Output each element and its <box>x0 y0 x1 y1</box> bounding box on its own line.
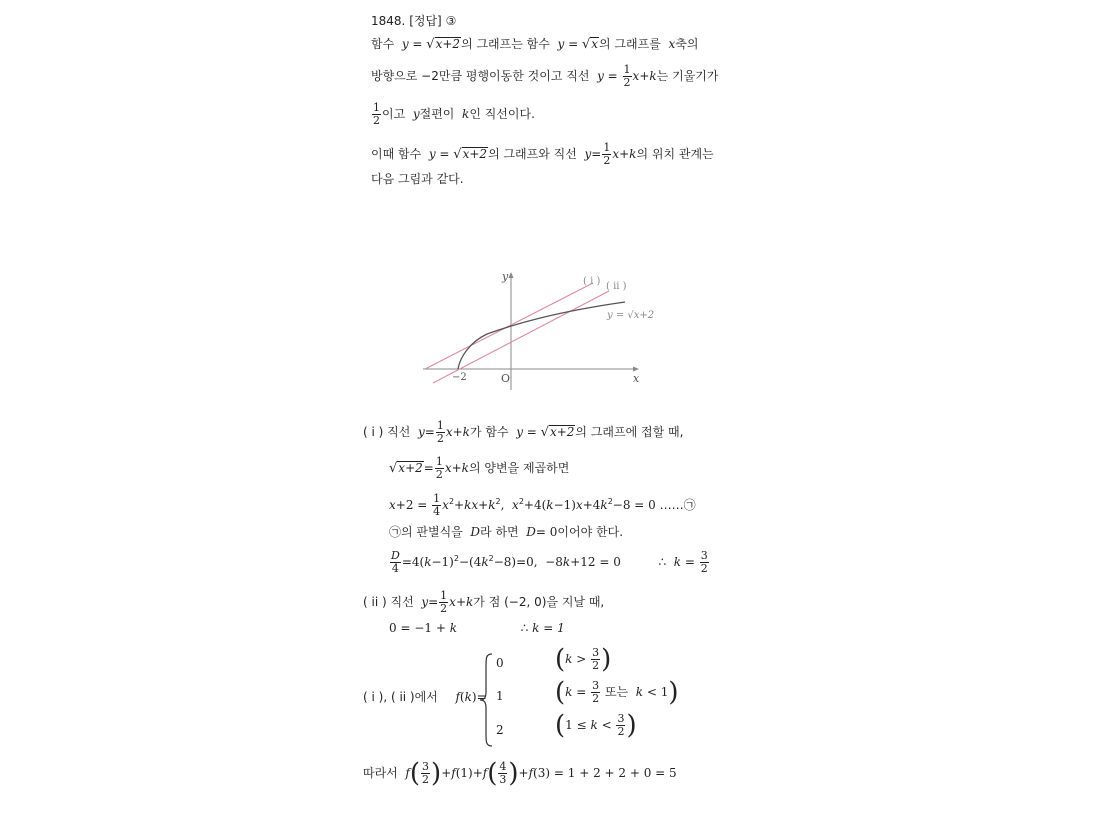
sqrt-curve <box>458 302 625 369</box>
fraction-half: $\frac{1}{2}$ <box>373 101 380 127</box>
text: 는 기울기가 <box>656 69 719 83</box>
piecewise-value-2: 2 <box>496 723 504 737</box>
text: 축의 <box>675 37 699 51</box>
case-i-line-2: √x+2= $\frac{1}{2}$ x+k의 양변을 제곱하면 <box>389 455 570 481</box>
piecewise-condition-0: (k > $\frac{3}{2}$ ) <box>555 644 612 675</box>
piecewise-prefix: ( i ), ( ii )에서 f(k)= <box>363 690 487 704</box>
text: 라 하면 <box>480 525 519 539</box>
case-label: ( ii ) <box>363 595 387 609</box>
case-i-equation: x+2 = $\frac{1}{4}$ $x^2+kx+k^2$, $x^2+4(k-1)x+4k^2-8 = 0$ ……㉠ <box>389 492 696 518</box>
text: 인 직선이다. <box>469 107 535 121</box>
text: 이어야 한다. <box>557 525 624 539</box>
answer-mark: ③ <box>445 14 457 28</box>
case-ii-line-2: 0 = −1 + k ∴ k = 1 <box>389 621 565 635</box>
piecewise-condition-1: (k = $\frac{3}{2}$ 또는 k < 1) <box>555 677 679 708</box>
text: 의 그래프는 함수 <box>461 37 550 51</box>
text: 의 그래프와 직선 <box>488 147 577 161</box>
text: 가 함수 <box>469 425 509 439</box>
text: 이때 함수 <box>371 147 422 161</box>
case-label: ( i ) <box>363 425 384 439</box>
text: 따라서 <box>363 766 398 780</box>
fraction-half: $\frac{1}{2}$ <box>623 63 631 89</box>
curve-label: y = √x+2 <box>607 310 655 321</box>
x-axis-label: x <box>633 372 640 385</box>
intro-line-3: $\frac{1}{2}$ 이고 y절편이 k인 직선이다. <box>373 101 535 127</box>
text: 의 위치 관계는 <box>636 147 714 161</box>
result: k = 1 <box>532 621 565 635</box>
intro-line-2: 방향으로 −2만큼 평행이동한 것이고 직선 y = $\frac{1}{2}$ x+k는 기울기가 <box>371 63 719 89</box>
text: ( i ), ( ii )에서 <box>363 690 438 704</box>
text: 또는 <box>604 685 629 699</box>
line-i-label: ( i ) <box>583 276 601 287</box>
text: 의 그래프를 <box>599 37 661 51</box>
piecewise-value-0: 0 <box>496 656 504 670</box>
text: 절편이 <box>419 107 455 121</box>
text: 이고 <box>382 107 406 121</box>
origin-label: O <box>501 372 511 385</box>
final-result: = 1 + 2 + 2 + 0 = 5 <box>553 766 677 780</box>
text: 직선 <box>387 425 411 439</box>
text: 함수 <box>371 37 395 51</box>
line-i <box>425 283 593 369</box>
line-ii-label: ( ii ) <box>606 281 627 292</box>
text: 의 양변을 제곱하면 <box>468 461 570 475</box>
piecewise-value-1: 1 <box>496 689 504 703</box>
x-axis-arrow <box>633 367 639 372</box>
case-ii-line-1: ( ii ) 직선 y= $\frac{1}{2}$ x+k가 점 (−2, 0)을 지날 때, <box>363 589 605 615</box>
text: ㉠의 판별식을 <box>389 525 463 539</box>
tick-label-minus-two: −2 <box>452 372 467 383</box>
problem-header <box>371 13 456 29</box>
y-axis-label: y <box>502 270 509 283</box>
case-i-line-1: ( i ) 직선 y= $\frac{1}{2}$ x+k가 함수 y = √x+2의 그래프에 접할 때, <box>363 419 684 445</box>
graph-figure <box>415 262 675 392</box>
answer-label: [정답] <box>409 14 442 28</box>
text: 직선 <box>390 595 414 609</box>
therefore-symbol: ∴ <box>658 555 667 569</box>
text: 방향으로 −2만큼 평행이동한 것이고 직선 <box>371 69 590 83</box>
intro-line-5: 다음 그림과 같다. <box>371 172 464 186</box>
conclusion-line: 따라서 f( $\frac{3}{2}$ )+f(1)+f( $\frac{4}{3}$ )+f(3) = 1 + 2 + 2 + 0 = 5 <box>363 758 677 789</box>
case-i-discriminant-text: ㉠의 판별식을 D라 하면 D= 0이어야 한다. <box>389 525 624 539</box>
equation-tag: ……㉠ <box>659 498 696 512</box>
therefore-symbol: ∴ <box>520 621 529 635</box>
piecewise-brace <box>478 652 496 748</box>
intro-line-4: 이때 함수 y = √x+2의 그래프와 직선 y= $\frac{1}{2}$ x+k의 위치 관계는 <box>371 141 714 167</box>
equation: 0 = −1 + <box>389 621 450 635</box>
text: 가 점 (−2, 0)을 지날 때, <box>473 595 605 609</box>
case-i-discriminant-eq: $\frac{D}{4}$ $=4(k-1)^2-(4k^2-8)=0$, −8k+12 = 0 ∴ k = $\frac{3}{2}$ <box>391 549 708 575</box>
piecewise-condition-2: (1 ≤ k < $\frac{3}{2}$ ) <box>555 710 637 741</box>
intro-line-1: 함수 y = √x+2의 그래프는 함수 y = √x의 그래프를 x축의 <box>371 37 699 52</box>
problem-number: 1848. <box>371 14 406 28</box>
text: 의 그래프에 접할 때, <box>575 425 684 439</box>
y-axis-arrow <box>509 272 514 278</box>
